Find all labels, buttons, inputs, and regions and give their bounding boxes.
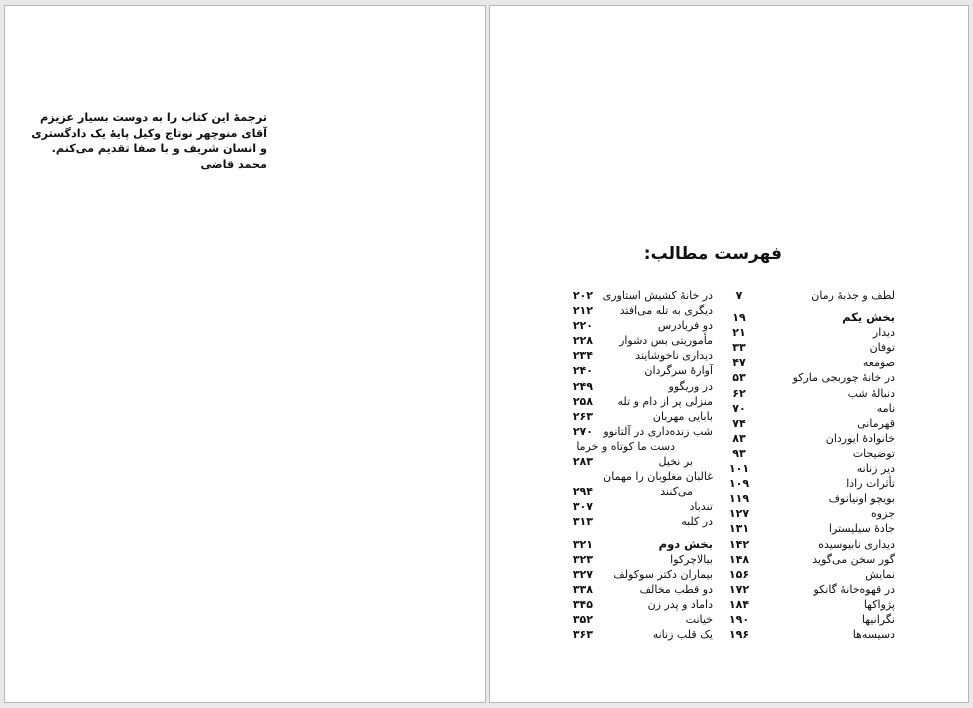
toc-entry bbox=[723, 552, 895, 567]
toc-entry-page: ۲۹۴ bbox=[572, 485, 593, 499]
toc-entry bbox=[723, 612, 895, 627]
toc-entry-title: نمایش bbox=[865, 567, 895, 581]
toc-entry-page: ۷۰ bbox=[732, 401, 746, 415]
toc-right-column bbox=[723, 288, 895, 642]
toc-entry-title: گور سخن می‌گوید bbox=[812, 552, 895, 566]
toc-entry-title: تأثرات رادا bbox=[846, 477, 895, 491]
toc-entry bbox=[723, 340, 895, 355]
toc-entry-page: ۱۷۲ bbox=[728, 582, 750, 596]
toc-entry bbox=[723, 386, 895, 401]
toc-entry bbox=[723, 597, 895, 612]
toc-entry bbox=[723, 461, 895, 476]
toc-entry-title: بخش دوم bbox=[658, 536, 713, 551]
toc-entry bbox=[723, 476, 895, 491]
toc-entry-page: ۳۲۷ bbox=[572, 567, 593, 581]
toc-entry-title: نگرانیها bbox=[861, 612, 895, 626]
toc-entry-page bbox=[563, 469, 593, 484]
toc-entry bbox=[563, 612, 713, 627]
toc-entry-title: بر نخیل bbox=[658, 455, 693, 469]
toc-entry-title: جادهٔ سیلیسترا bbox=[828, 522, 895, 536]
right-page bbox=[489, 5, 969, 703]
toc-entry-title: در وریگوو bbox=[668, 379, 713, 393]
toc-entry bbox=[723, 582, 895, 597]
toc-entry bbox=[563, 582, 713, 597]
toc-entry-page: ۶۲ bbox=[732, 386, 746, 400]
toc-entry bbox=[723, 370, 895, 385]
dedication-line: و انسان شریف و با صفا تقدیم می‌کنم. bbox=[51, 142, 267, 156]
toc-entry-title: بیماران دکتر سوکولف bbox=[613, 567, 713, 581]
toc-entry bbox=[563, 454, 713, 469]
toc-entry-page: ۲۴۹ bbox=[572, 379, 593, 393]
toc-entry-title: دیدار bbox=[872, 326, 895, 340]
toc-gap bbox=[563, 530, 713, 537]
toc-entry-page: ۳۳۸ bbox=[572, 582, 593, 596]
toc-entry-page: ۲۴۰ bbox=[572, 364, 593, 378]
toc-entry-title: دیگری به تله می‌افتد bbox=[619, 304, 713, 318]
toc-entry-title: جزوه bbox=[871, 507, 895, 521]
toc-entry-title: غالبان مغلوبان را مهمان bbox=[603, 470, 713, 484]
toc-entry bbox=[723, 627, 895, 642]
toc-entry-title: می‌کنند bbox=[660, 485, 693, 499]
toc-entry bbox=[563, 424, 713, 439]
toc-entry-page: ۱۲۷ bbox=[728, 507, 750, 521]
toc-entry-page: ۲۲۰ bbox=[572, 319, 593, 333]
toc-entry-title: بخش یکم bbox=[842, 310, 895, 325]
toc-entry-page: ۱۰۹ bbox=[728, 477, 750, 491]
toc-entry bbox=[563, 394, 713, 409]
toc-entry bbox=[723, 355, 895, 370]
toc-entry-title: بویچو اونیانوف bbox=[828, 492, 895, 506]
toc-entry bbox=[563, 552, 713, 567]
toc-entry bbox=[563, 348, 713, 363]
toc-entry-page: ۳۵۲ bbox=[572, 612, 593, 626]
left-page bbox=[4, 5, 486, 703]
toc-entry bbox=[563, 333, 713, 348]
toc-entry-title: در کلبه bbox=[681, 515, 713, 529]
toc-entry bbox=[563, 409, 713, 424]
toc-entry-page bbox=[546, 439, 576, 454]
toc-entry-page: ۲۳۴ bbox=[572, 349, 593, 363]
toc-entry-title: نامه bbox=[876, 401, 895, 415]
toc-entry-page: ۱۹۶ bbox=[728, 628, 750, 642]
toc-entry-page: ۲۰۲ bbox=[572, 289, 593, 302]
dedication-signature: محمد قاضی bbox=[200, 157, 267, 171]
toc-entry bbox=[563, 627, 713, 642]
toc-entry-page: ۳۰۷ bbox=[572, 500, 593, 514]
toc-entry-title: صومعه bbox=[862, 356, 895, 370]
toc-entry bbox=[723, 446, 895, 461]
toc-entry bbox=[563, 514, 713, 529]
toc-entry bbox=[723, 431, 895, 446]
toc-entry-page: ۲۶۳ bbox=[572, 409, 593, 423]
toc-entry-page: ۳۴۵ bbox=[572, 597, 593, 611]
toc-entry-title: دنبالهٔ شب bbox=[847, 386, 895, 400]
toc-entry-title: لطف و جذبهٔ رمان bbox=[811, 289, 895, 302]
toc-entry bbox=[563, 484, 713, 499]
toc-entry-title: دیداری نابیوسیده bbox=[818, 537, 895, 551]
toc-gap bbox=[723, 303, 895, 310]
toc-entry-page: ۳۲۱ bbox=[572, 537, 593, 551]
toc-entry-page: ۳۲۳ bbox=[572, 552, 593, 566]
toc-entry-title: آوارهٔ سرگردان bbox=[644, 364, 713, 378]
dedication-line: آقای منوچهر نوتاج وکیل پایهٔ یک دادگستری bbox=[31, 126, 267, 140]
toc-entry bbox=[563, 567, 713, 582]
toc-entry bbox=[563, 469, 713, 484]
toc-entry-page: ۱۱۹ bbox=[728, 492, 750, 506]
toc-entry-page: ۳۳ bbox=[732, 341, 746, 355]
toc-entry-page: ۲۲۸ bbox=[572, 334, 593, 348]
toc-entry-page: ۵۳ bbox=[732, 371, 746, 385]
toc-entry-title: توفان bbox=[869, 341, 895, 355]
toc-entry-title: دو قطب مخالف bbox=[639, 582, 713, 596]
toc-entry bbox=[563, 537, 713, 552]
toc-entry bbox=[563, 288, 713, 303]
toc-entry-title: دسیسه‌ها bbox=[852, 628, 895, 642]
toc-entry-title: بیالاچرکوا bbox=[670, 552, 713, 566]
toc-entry bbox=[563, 499, 713, 514]
toc-entry bbox=[723, 521, 895, 536]
toc-entry-page: ۴۷ bbox=[732, 356, 746, 370]
toc-entry-page: ۲۸۳ bbox=[572, 455, 593, 469]
toc-entry-title: دو فریادرس bbox=[657, 319, 713, 333]
toc-entry-title: دیداری ناخوشایند bbox=[635, 349, 713, 363]
dedication bbox=[31, 110, 267, 172]
toc-entry bbox=[723, 401, 895, 416]
toc-entry-page: ۸۳ bbox=[732, 431, 746, 445]
toc-entry bbox=[723, 310, 895, 325]
toc-entry-title: منزلی پر از دام و تله bbox=[617, 394, 713, 408]
toc-entry-page: ۱۴۲ bbox=[728, 537, 750, 551]
toc-entry bbox=[563, 303, 713, 318]
toc-entry bbox=[723, 288, 895, 303]
toc-entry-page: ۱۹۰ bbox=[728, 612, 750, 626]
toc-entry-title: تندباد bbox=[689, 500, 713, 514]
toc-entry-page: ۳۱۳ bbox=[572, 515, 593, 529]
toc-entry-page: ۲۱۲ bbox=[572, 304, 593, 318]
toc-left-column bbox=[563, 288, 713, 642]
toc-entry-page: ۳۶۳ bbox=[572, 628, 593, 642]
toc-entry bbox=[563, 363, 713, 378]
toc-entry bbox=[563, 597, 713, 612]
toc-title: فهرست مطالب: bbox=[643, 244, 782, 264]
toc-entry-page: ۱۳۱ bbox=[728, 522, 750, 536]
toc-entry-page: ۷ bbox=[735, 289, 743, 302]
toc-entry-title: قهرمانی bbox=[857, 416, 895, 430]
toc-entry bbox=[723, 567, 895, 582]
toc-entry-page: ۲۵۸ bbox=[572, 394, 593, 408]
toc-entry bbox=[563, 318, 713, 333]
toc-entry-page: ۱۹ bbox=[732, 311, 746, 325]
toc-entry-page: ۱۸۴ bbox=[728, 597, 750, 611]
toc-entry bbox=[723, 416, 895, 431]
toc-entry-title: پژواکها bbox=[863, 597, 895, 611]
toc-entry bbox=[723, 537, 895, 552]
toc-entry bbox=[563, 439, 713, 454]
toc-entry bbox=[723, 325, 895, 340]
toc-entry-title: دیر زنانه bbox=[856, 462, 895, 476]
toc-entry-title: شب زنده‌داری در آلتانوو bbox=[603, 424, 713, 438]
toc-entry-page: ۹۳ bbox=[732, 446, 746, 460]
toc-entry-title: در خانهٔ کشیش استاوری bbox=[602, 289, 713, 302]
toc-entry bbox=[723, 506, 895, 521]
toc-entry-page: ۲۷۰ bbox=[572, 424, 593, 438]
toc-entry-page: ۲۱ bbox=[732, 326, 746, 340]
toc-entry-title: خیانت bbox=[685, 612, 713, 626]
toc-entry bbox=[723, 491, 895, 506]
toc-entry-title: بابایی مهربان bbox=[652, 409, 713, 423]
toc-entry-page: ۱۵۶ bbox=[728, 567, 750, 581]
toc-entry-title: در قهوه‌خانهٔ گانکو bbox=[813, 582, 895, 596]
toc-entry-title: مأموریتی بس دشوار bbox=[619, 334, 713, 348]
dedication-line: ترجمهٔ این کتاب را به دوست بسیار عزیزم bbox=[40, 111, 267, 124]
toc-entry-title: خانوادهٔ ایوردان bbox=[825, 431, 895, 445]
toc-entry-page: ۱۰۱ bbox=[728, 462, 750, 476]
toc-entry-page: ۱۴۸ bbox=[728, 552, 750, 566]
toc-entry-title: دست ما کوتاه و خرما bbox=[576, 439, 675, 453]
toc-entry-title: در خانهٔ چوربجی مارکو bbox=[792, 371, 895, 385]
toc-entry-page: ۷۴ bbox=[732, 416, 746, 430]
toc-entry-title: توضیحات bbox=[852, 446, 895, 460]
toc-entry-title: یک قلب زنانه bbox=[652, 628, 713, 642]
toc-entry-title: داماد و پدر زن bbox=[647, 597, 713, 611]
toc-entry bbox=[563, 379, 713, 394]
